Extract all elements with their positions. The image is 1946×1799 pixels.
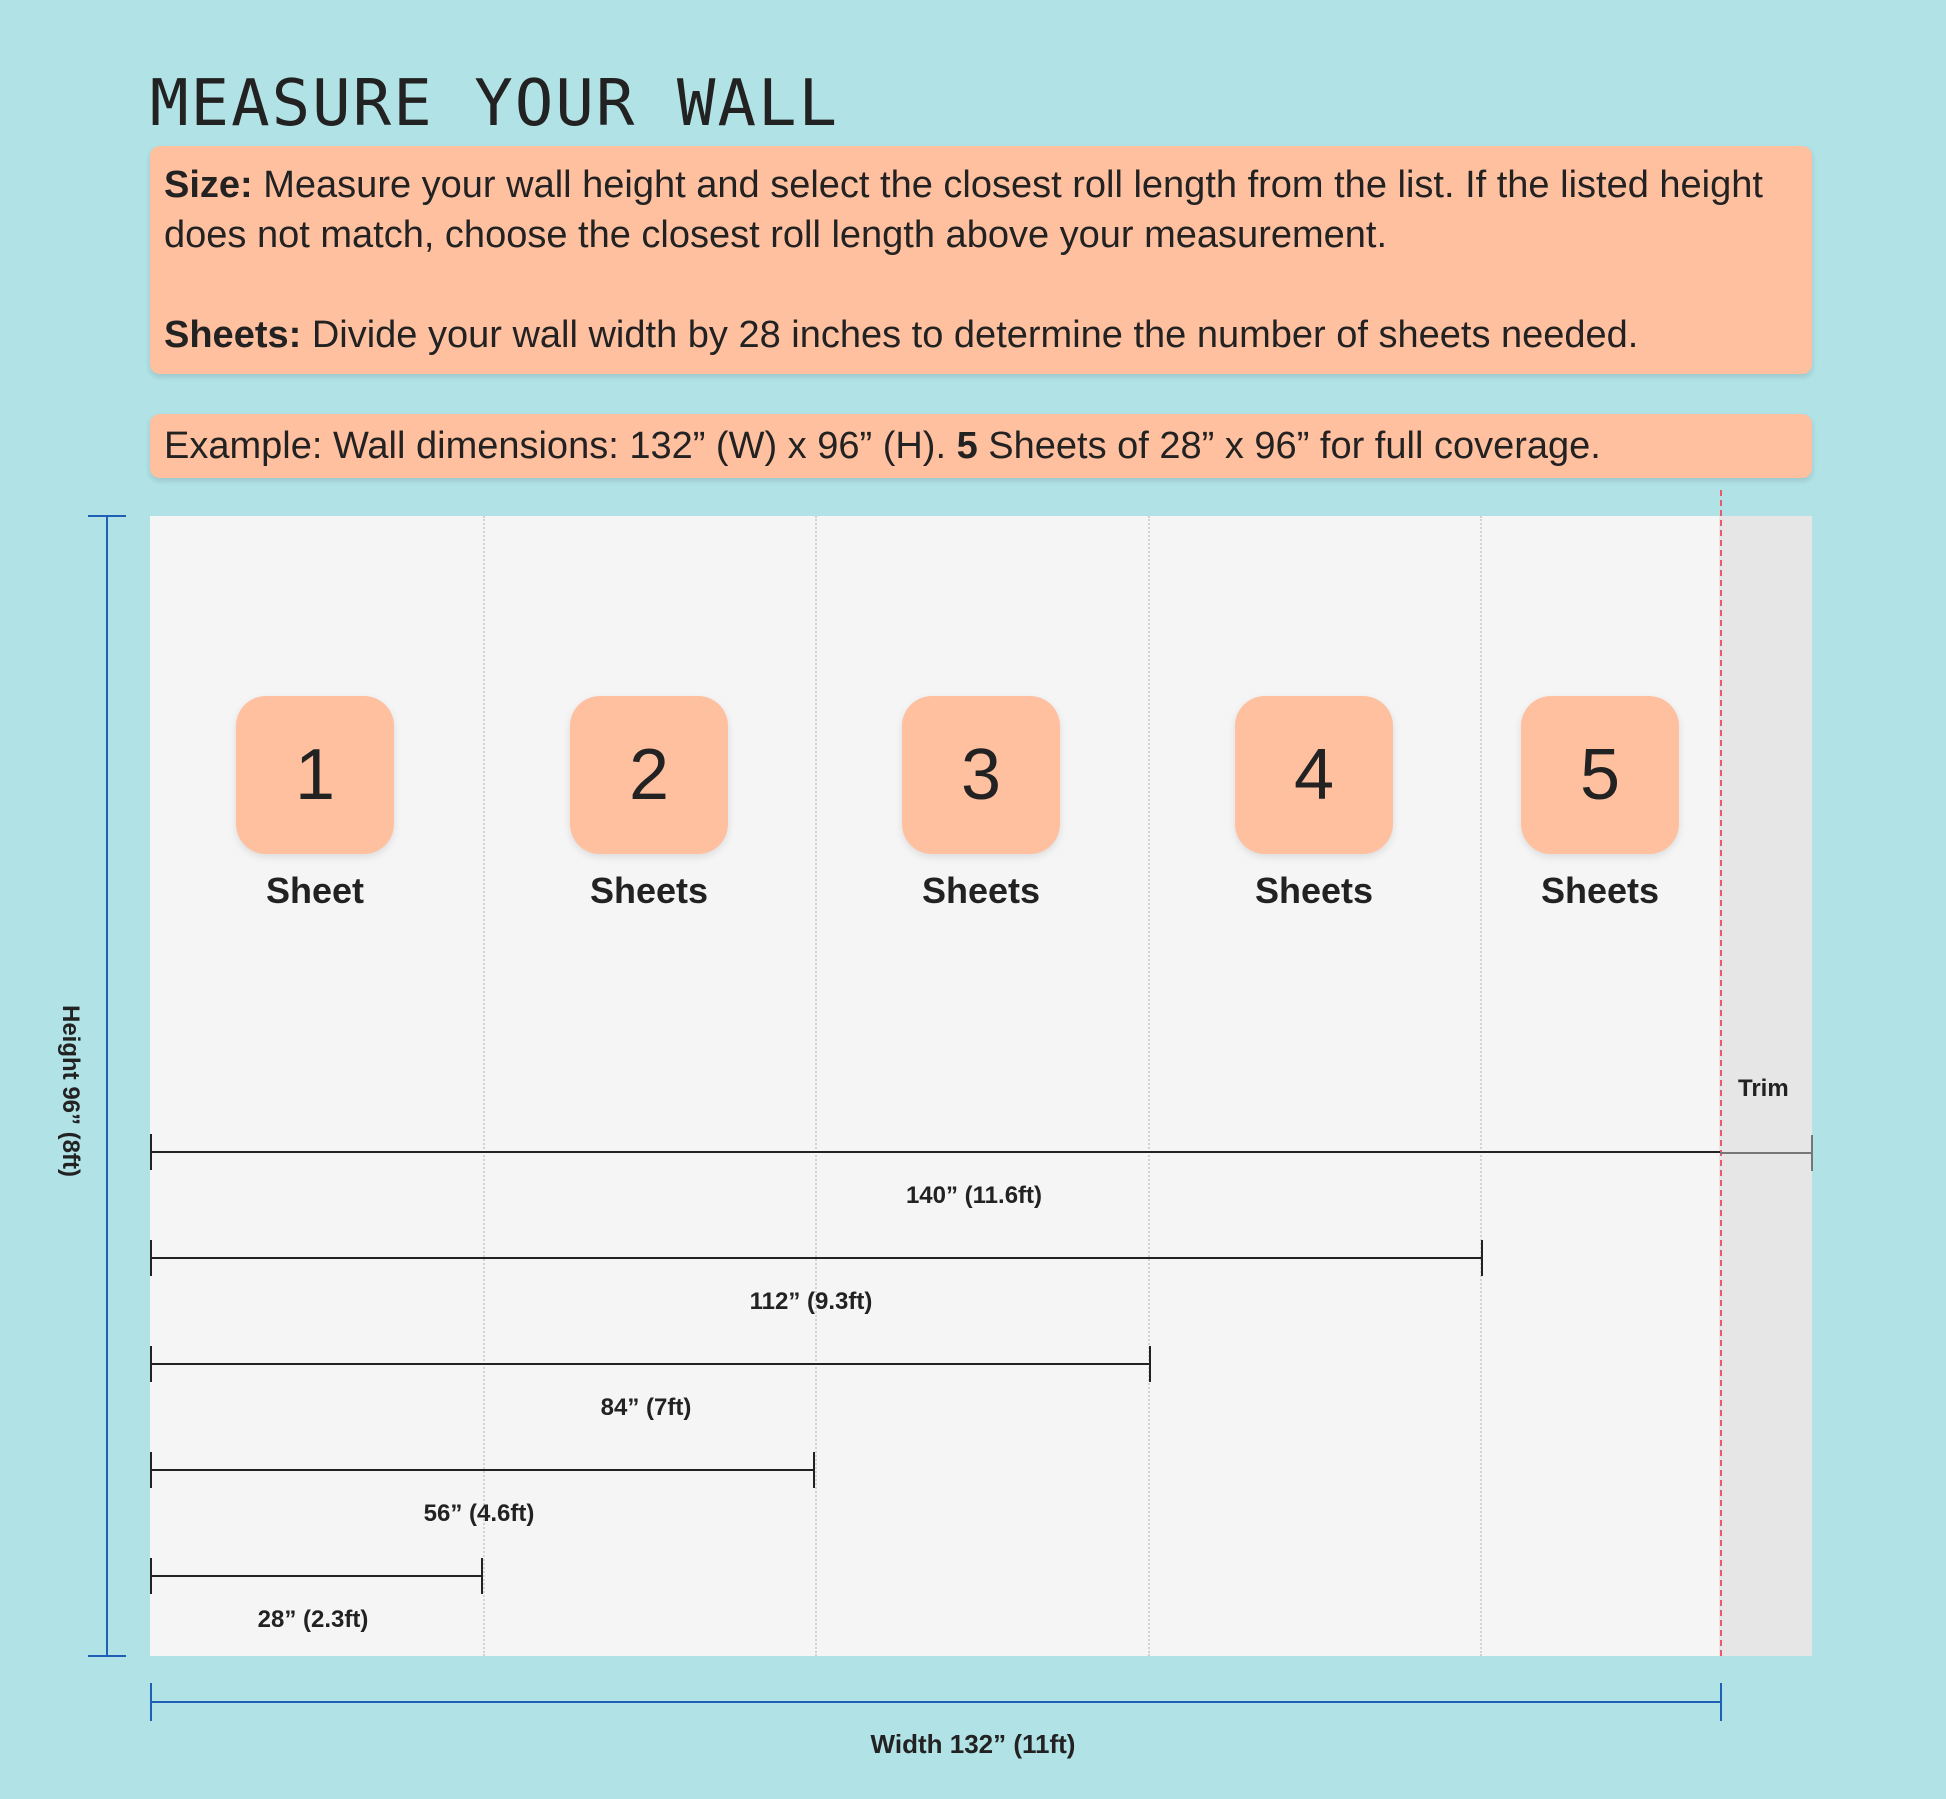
sheet-marker-2 [559,696,739,912]
instructions-card [150,146,1812,374]
sheet-label: Sheets [921,870,1041,911]
sheet-marker-4 [1224,696,1404,912]
measurement-label: 140” (11.6ft) [905,1182,1043,1209]
sheets-label: Sheets: [164,314,302,356]
example-count: 5 [956,425,978,467]
sheet-number-badge: 1 [236,696,394,854]
sheet-number-badge: 5 [1521,696,1679,854]
measurement-line-84 [151,1363,1150,1365]
height-label: Height 96” (8ft) [57,1004,84,1178]
sheet-divider [815,516,817,1656]
size-label: Size: [164,164,253,206]
width-dimension-line [151,1701,1721,1703]
sheets-instruction [164,310,1798,360]
sheet-number-badge: 2 [570,696,728,854]
sheet-number-badge: 3 [902,696,1060,854]
measurement-label: 56” (4.6ft) [423,1500,535,1527]
sheet-label: Sheets [589,870,709,911]
trim-label: Trim [1738,1075,1789,1102]
measurement-label: 28” (2.3ft) [257,1606,369,1633]
sheet-divider [483,516,485,1656]
example-suffix: Sheets of 28” x 96” for full coverage. [977,425,1601,467]
measurement-label: 84” (7ft) [600,1394,692,1421]
sheet-label: Sheet [265,870,365,911]
example-prefix: Example: Wall dimensions: 132” (W) x 96” (H). [164,425,957,467]
measurement-line-56 [151,1469,814,1471]
page-title: MEASURE YOUR WALL [150,67,840,141]
trim-extension-line [1720,1152,1812,1154]
size-instruction [164,160,1798,260]
sheet-marker-1 [225,696,405,912]
sheet-number-badge: 4 [1235,696,1393,854]
sheet-label: Sheets [1540,870,1660,911]
measurement-line-112 [151,1257,1482,1259]
size-text: Measure your wall height and select the closest roll length from the list. If the listed height does not match, choose the closest roll length above your measurement. [164,164,1763,256]
sheet-marker-3 [891,696,1071,912]
height-dimension-line [106,515,108,1657]
sheets-text: Divide your wall width by 28 inches to determine the number of sheets needed. [301,314,1639,356]
sheet-divider [1480,516,1482,1656]
measurement-line-140 [151,1151,1720,1153]
measurement-label: 112” (9.3ft) [749,1288,873,1315]
trim-line [1720,490,1722,1656]
example-card [150,414,1812,478]
measurement-line-28 [151,1575,482,1577]
sheet-divider [1148,516,1150,1656]
example-text [164,421,1798,471]
sheet-label: Sheets [1254,870,1374,911]
wall-diagram [150,516,1812,1656]
sheet-marker-5 [1510,696,1690,912]
width-label: Width 132” (11ft) [870,1729,1076,1759]
